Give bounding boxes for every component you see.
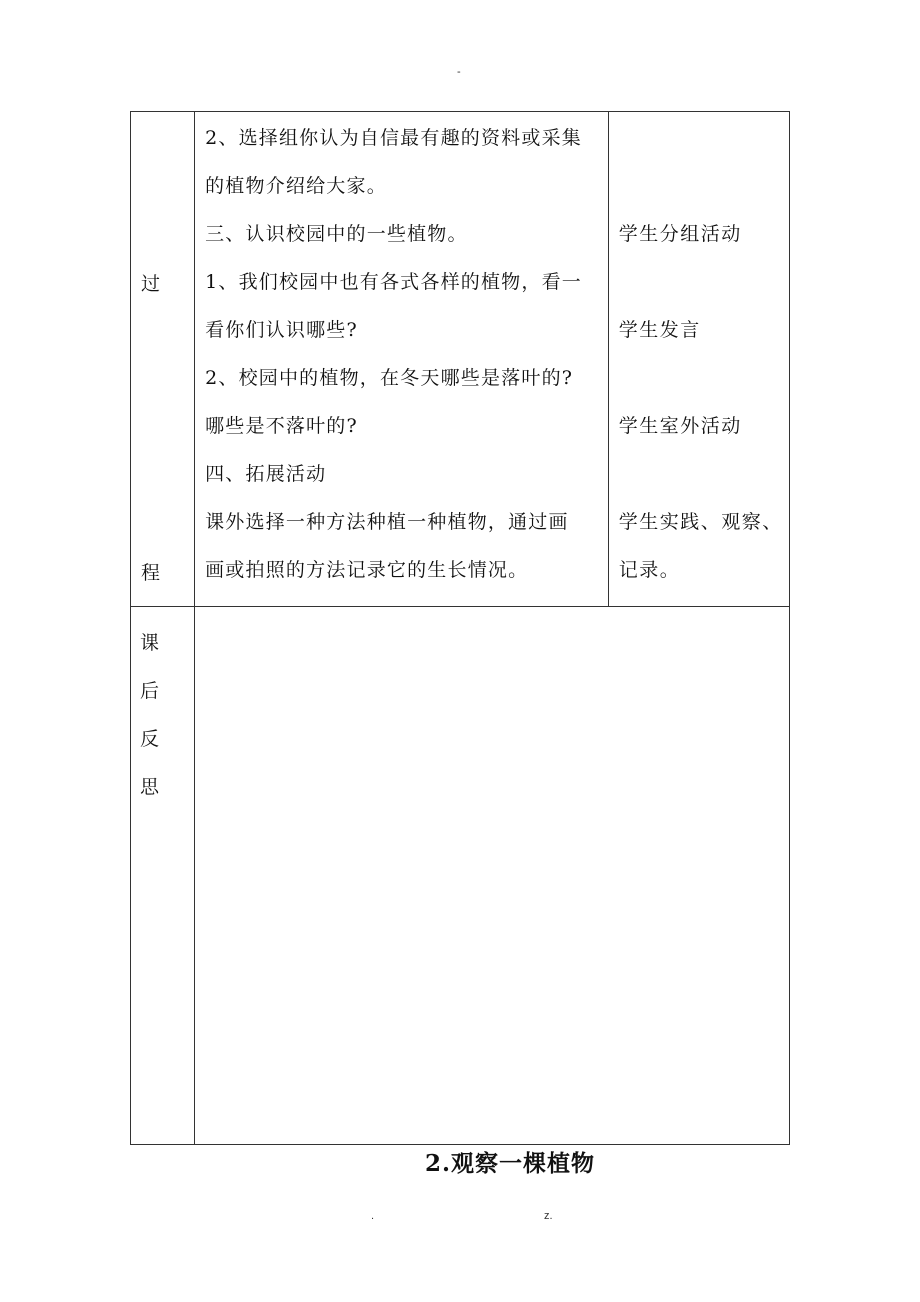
reflection-content-cell	[195, 607, 790, 1145]
side-line: 学生发言	[618, 319, 701, 341]
side-line	[619, 462, 785, 510]
main-line: 课外选择一种方法种植一种植物，通过画	[205, 511, 569, 533]
main-line: 三、认识校园中的一些植物。	[205, 223, 468, 245]
reflection-label-cell	[131, 607, 195, 1145]
header-mark: -	[457, 66, 461, 78]
reflection-label-line-1: 课后	[140, 632, 166, 702]
reflection-label-line-2: 反思	[140, 728, 166, 798]
main-line: 2、校园中的植物，在冬天哪些是落叶的?	[205, 367, 574, 389]
process-label-char-2: 程	[141, 562, 161, 584]
process-side-cell	[608, 112, 789, 607]
main-line: 四、拓展活动	[205, 463, 327, 485]
process-label-cell	[131, 112, 195, 607]
main-line: 2、选择组你认为自信最有趣的资料或采集	[205, 127, 582, 149]
lesson-plan-table	[130, 111, 790, 1145]
footer-left-mark: .	[371, 1210, 375, 1222]
side-line	[619, 270, 785, 318]
process-label-char-1: 过	[141, 273, 161, 295]
side-line: 学生分组活动	[618, 223, 742, 245]
side-line: 记录。	[618, 559, 681, 581]
process-row	[131, 112, 790, 607]
side-line: 学生室外活动	[618, 415, 742, 437]
main-line: 的植物介绍给大家。	[205, 175, 387, 197]
next-lesson-title: 2.观察一棵植物	[424, 1150, 595, 1177]
main-line: 1、我们校园中也有各式各样的植物，看一	[205, 271, 582, 293]
main-line: 哪些是不落叶的?	[205, 415, 358, 437]
side-line	[619, 366, 785, 414]
footer-right-mark: z.	[544, 1210, 553, 1222]
side-line: 学生实践、观察、	[618, 511, 783, 533]
main-line: 画或拍照的方法记录它的生长情况。	[205, 559, 529, 581]
main-line: 看你们认识哪些?	[205, 319, 358, 341]
reflection-row	[131, 607, 790, 1145]
process-main-cell	[195, 112, 609, 607]
